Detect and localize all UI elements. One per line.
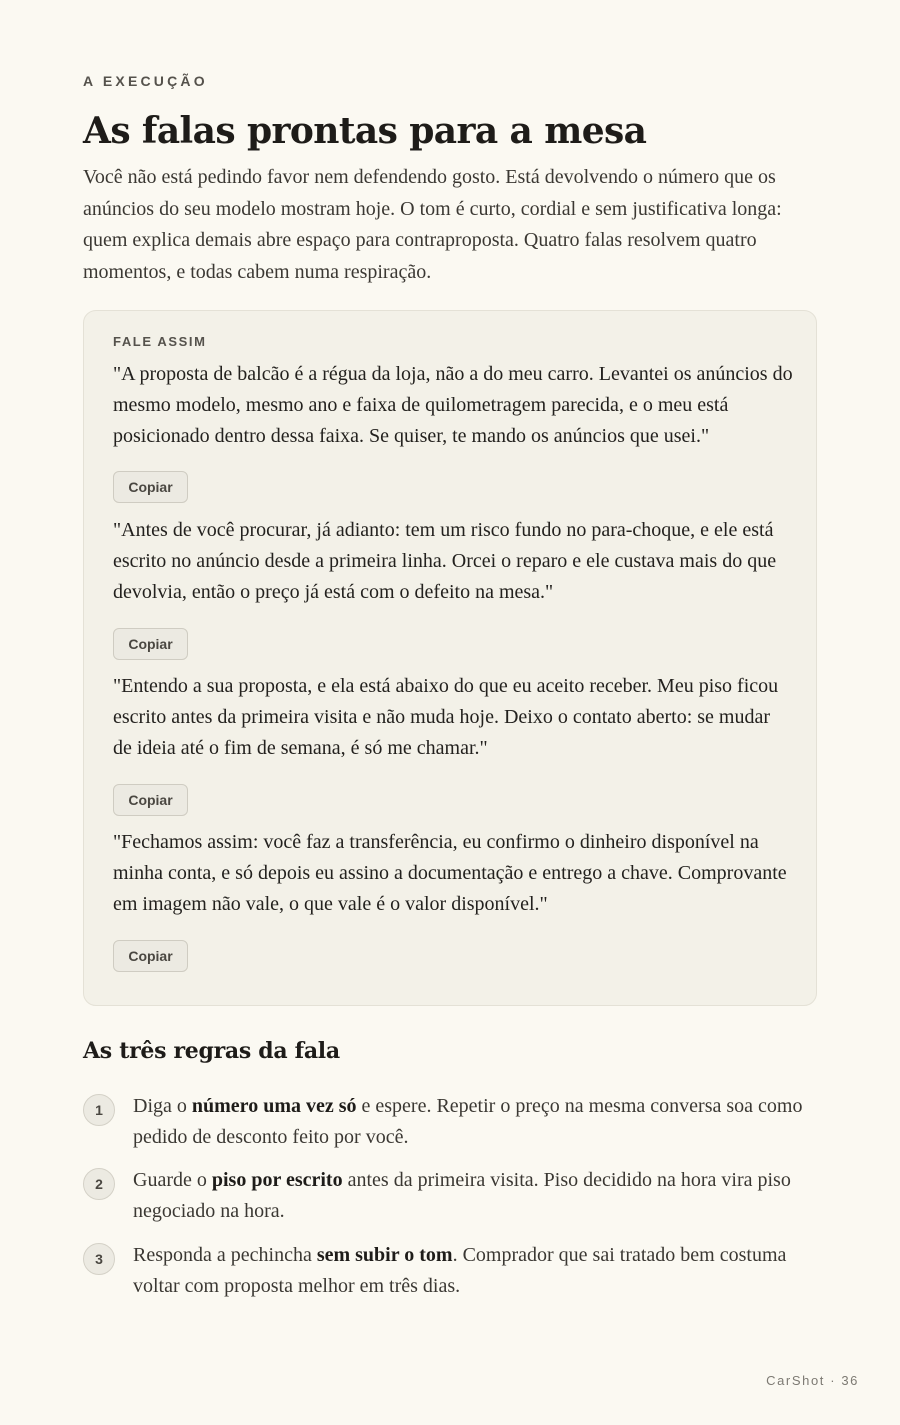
script-quote-4: "Fechamos assim: você faz a transferência, eu confirmo o dinheiro disponível na minha conta, e só depois eu assino a documentação e entrego a chave. Comprovante em imagem não vale, o que vale é o valor disponível.": [113, 831, 787, 915]
rule-emphasis: sem subir o tom: [316, 1244, 453, 1266]
rule-text: Responda a pechincha sem subir o tom. Comprador que sai tratado bem costuma voltar com proposta melhor em três dias.: [133, 1244, 787, 1297]
copy-button-3[interactable]: Copiar: [113, 784, 188, 816]
rule-number-badge: 3: [83, 1243, 115, 1275]
copy-button-2[interactable]: Copiar: [113, 628, 188, 660]
intro-paragraph: Você não está pedindo favor nem defendendo gosto. Está devolvendo o número que os anúncios do seu modelo mostram hoje. O tom é curto, cordial e sem justificativa longa: quem explica demais abre espaço para contraproposta. Quatro falas resolvem quatro momentos, e todas cabem numa respiração.: [83, 166, 782, 283]
script-quote-3: "Entendo a sua proposta, e ela está abaixo do que eu aceito receber. Meu piso ficou escrito antes da primeira visita e não muda hoje. Deixo o contato aberto: se mudar de ideia até o fim de semana, é só me chamar.": [113, 675, 779, 759]
script-quote-2: "Antes de você procurar, já adianto: tem um risco fundo no para-choque, e ele está escrito no anúncio desde a primeira linha. Orcei o reparo e ele custava mais do que devolvia, então o preço já está com o defeito na mesa.": [113, 519, 777, 603]
rule-emphasis: piso por escrito: [211, 1169, 343, 1191]
scripts-card: [83, 310, 817, 1006]
rules-heading: As três regras da fala: [83, 1038, 340, 1064]
page-footer: CarShot · 36: [766, 1373, 859, 1388]
rule-emphasis: número uma vez só: [191, 1095, 357, 1117]
rule-text: Diga o número uma vez só e espere. Repetir o preço na mesma conversa soa como pedido de desconto feito por você.: [133, 1095, 803, 1148]
script-quote-1: "A proposta de balcão é a régua da loja, não a do meu carro. Levantei os anúncios do mesmo modelo, mesmo ano e faixa de quilometragem parecida, e o meu está posicionado dentro dessa faixa. Se quiser, te mando os anúncios que usei.": [113, 363, 793, 447]
page-title: As falas prontas para a mesa: [83, 110, 647, 152]
rule-text: Guarde o piso por escrito antes da primeira visita. Piso decidido na hora vira piso negociado na hora.: [133, 1169, 791, 1222]
section-eyebrow: A EXECUÇÃO: [83, 73, 208, 89]
rule-number-badge: 1: [83, 1094, 115, 1126]
copy-button-4[interactable]: Copiar: [113, 940, 188, 972]
copy-button-1[interactable]: Copiar: [113, 471, 188, 503]
rule-number-badge: 2: [83, 1168, 115, 1200]
card-label: FALE ASSIM: [113, 334, 207, 349]
